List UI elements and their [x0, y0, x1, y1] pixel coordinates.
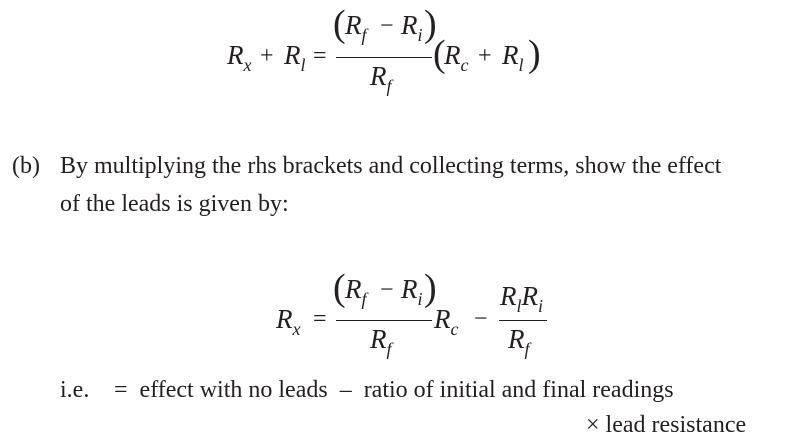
- eq1-fraction-bar: [336, 57, 432, 58]
- eq1-num-rf-sub: f: [361, 25, 367, 45]
- eq2-frac2-rl-base: R: [500, 281, 517, 311]
- eq2-den-rf-sub: f: [386, 339, 392, 359]
- eq1-num-rf: [345, 10, 367, 45]
- eq2-rc-base: R: [434, 304, 451, 334]
- eq2-rx: [276, 304, 301, 339]
- eq1-rx-sub: x: [243, 55, 252, 75]
- eq2-frac2-rl-sub: l: [516, 296, 522, 316]
- eq2-den-rf-base: R: [370, 324, 387, 354]
- eq2-fraction-bar: [336, 320, 432, 321]
- eq1-num-ri: [401, 10, 423, 45]
- eq1-den-rf-sub: f: [386, 76, 392, 96]
- eq1-rl-sub: l: [300, 55, 306, 75]
- note-line-2: × lead resistance: [586, 412, 747, 438]
- eq1-rx-base: R: [227, 40, 244, 70]
- eq1-rx: [227, 40, 252, 75]
- eq2-num-close-paren: ): [424, 267, 437, 309]
- eq1-plus: +: [260, 43, 274, 69]
- eq2-num-open-paren: (: [333, 267, 346, 309]
- eq2-rx-sub: x: [292, 319, 301, 339]
- eq1-den-rf-base: R: [370, 61, 387, 91]
- eq2-num-minus: −: [380, 277, 394, 303]
- eq2-fraction2-bar: [499, 320, 547, 321]
- eq2-num-ri-sub: i: [417, 289, 423, 309]
- eq1-den-rf: [370, 61, 392, 96]
- eq2-den-rf: [370, 324, 392, 359]
- eq2-rc: [434, 304, 459, 339]
- eq2-frac2-den: [508, 324, 530, 359]
- eq2-num-ri-base: R: [401, 274, 418, 304]
- note-line-1: = effect with no leads – ratio of initial and final readings: [114, 377, 674, 403]
- eq2-num-rf-base: R: [345, 274, 362, 304]
- eq2-frac2-ri-sub: i: [538, 296, 544, 316]
- eq2-num-rf-sub: f: [361, 289, 367, 309]
- eq1-tail-rc-sub: c: [460, 55, 469, 75]
- eq2-frac2-num: [500, 281, 544, 316]
- part-b-line-2: of the leads is given by:: [60, 191, 289, 217]
- eq1-num-minus: −: [380, 13, 394, 39]
- note-ie: i.e.: [60, 377, 90, 403]
- eq1-rl-base: R: [284, 40, 301, 70]
- part-b-line-1: By multiplying the rhs brackets and collecting terms, show the effect: [60, 153, 722, 179]
- part-b-label: (b): [12, 153, 40, 179]
- eq2-frac2-den-sub: f: [524, 339, 530, 359]
- eq1-num-close-paren: ): [424, 3, 437, 45]
- eq1-tail-rl: [502, 40, 524, 75]
- eq1-tail-rl-sub: l: [518, 55, 524, 75]
- eq2-frac2-ri-base: R: [521, 281, 539, 311]
- eq1-tail-rc-base: R: [444, 40, 461, 70]
- eq1-tail-close-paren: ): [528, 33, 541, 75]
- eq2-rc-sub: c: [450, 319, 459, 339]
- eq2-equals: =: [313, 306, 327, 332]
- eq2-minus: −: [474, 306, 488, 332]
- eq2-frac2-den-base: R: [508, 324, 525, 354]
- eq1-num-ri-sub: i: [417, 25, 423, 45]
- eq2-rx-base: R: [276, 304, 293, 334]
- eq2-num-rf: [345, 274, 367, 309]
- eq1-equals: =: [313, 43, 327, 69]
- eq1-tail-plus: +: [478, 43, 492, 69]
- eq1-tail-rc: [444, 40, 469, 75]
- eq1-num-rf-base: R: [345, 10, 362, 40]
- eq1-tail-open-paren: (: [433, 33, 446, 75]
- eq1-tail-rl-base: R: [502, 40, 519, 70]
- eq1-rl: [284, 40, 306, 75]
- eq1-num-open-paren: (: [333, 3, 346, 45]
- eq2-num-ri: [401, 274, 423, 309]
- eq1-num-ri-base: R: [401, 10, 418, 40]
